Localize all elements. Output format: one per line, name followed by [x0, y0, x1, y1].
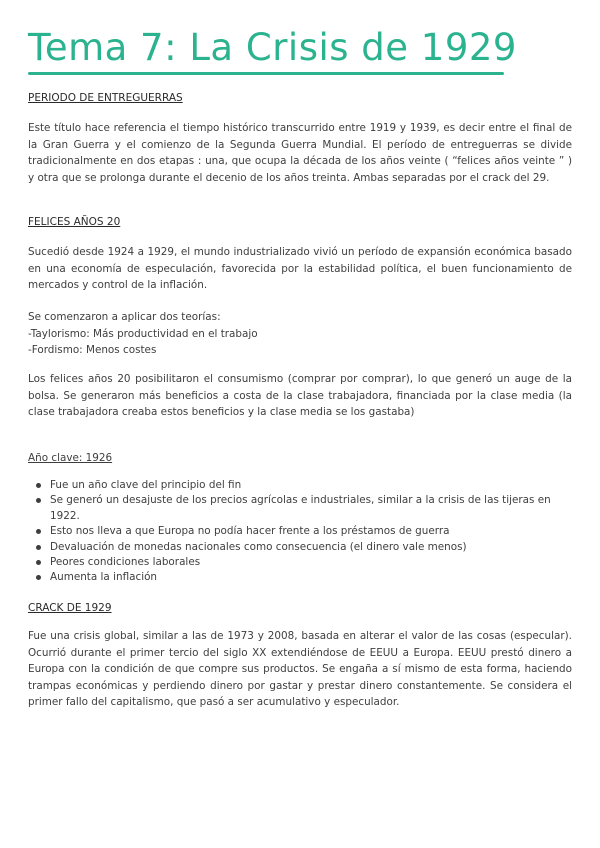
list-item: Esto nos lleva a que Europa no podía hacer frente a los préstamos de guerra — [34, 524, 574, 539]
bullet-icon — [36, 545, 41, 550]
paragraph-felices-1: Sucedió desde 1924 a 1929, el mundo industrializado vivió un período de expansión económica basado en una economía de especulación, favorecida por la estabilidad política, el buen funcionamiento de mercados y control de la inflación. — [28, 246, 572, 292]
heading-felices: FELICES AÑOS 20 — [28, 216, 121, 228]
key-year-list — [34, 478, 574, 586]
title-underline — [28, 72, 504, 75]
list-item: Se generó un desajuste de los precios agrícolas e industriales, similar a la crisis de las tijeras en 1922. — [34, 493, 574, 524]
bullet-icon — [36, 560, 41, 565]
bullet-icon — [36, 483, 41, 488]
bullet-icon — [36, 498, 41, 503]
paragraph-crack: Fue una crisis global, similar a las de 1973 y 2008, basada en alterar el valor de las cosas (especular). Ocurrió durante el primer tercio del siglo XX extendiéndose de EEUU a Europa. EEUU prestó dinero a Europa con la condición de que compre sus productos. Se engaña a sí mismo de esta forma, haciendo trampas económicas y perdiendo dinero por gastar y prestar dinero constantemente. Se considera el primer fallo del capitalismo, que pasó a ser acumulativo y especulador. — [28, 630, 572, 709]
bullet-icon — [36, 575, 41, 580]
heading-crack: CRACK DE 1929 — [28, 602, 112, 614]
paragraph-entreguerras: Este título hace referencia el tiempo histórico transcurrido entre 1919 y 1939, es decir entre el final de la Gran Guerra y el comienzo de la Segunda Guerra Mundial. El período de entreguerras se divide tradicionalmente en dos etapas : una, que ocupa la década de los años veinte ( “felices años veinte ” ) y otra que se prolonga durante el decenio de los años treinta. Ambas separadas por el crack del 29. — [28, 122, 572, 184]
list-item: Aumenta la inflación — [34, 570, 574, 585]
heading-entreguerras: PERIODO DE ENTREGUERRAS — [28, 92, 183, 104]
theory-taylorismo: -Taylorismo: Más productividad en el trabajo — [28, 327, 258, 340]
list-item: Devaluación de monedas nacionales como consecuencia (el dinero vale menos) — [34, 540, 574, 555]
key-year-label: Año clave: 1926 — [28, 452, 113, 464]
list-item: Fue un año clave del principio del fin — [34, 478, 574, 493]
theory-fordismo: -Fordismo: Menos costes — [28, 344, 157, 357]
list-item: Peores condiciones laborales — [34, 555, 574, 570]
theories-intro: Se comenzaron a aplicar dos teorías: — [28, 311, 221, 323]
bullet-icon — [36, 529, 41, 534]
paragraph-felices-2: Los felices años 20 posibilitaron el consumismo (comprar por comprar), lo que generó un auge de la bolsa. Se generaron más beneficios a costa de la clase trabajadora, financiada por la clase media (la clase trabajadora creaba estos beneficios y la clase media se los gastaba) — [28, 373, 572, 419]
page-title: Tema 7: La Crisis de 1929 — [28, 26, 517, 69]
theories-block — [28, 309, 572, 359]
